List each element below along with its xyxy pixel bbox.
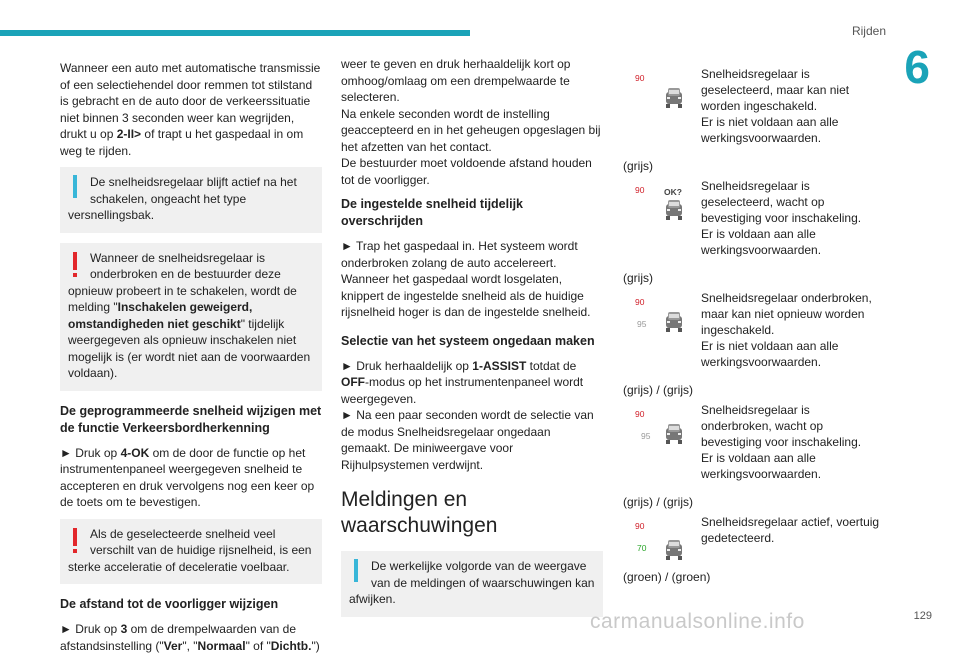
car-icon [663,422,685,446]
paragraph: De bestuurder moet voldoende afstand houden tot de voorligger. [341,156,592,187]
status-description-line: Snelheidsregelaar is geselecteerd, maar kan niet worden ingeschakeld. [701,67,850,113]
paragraph: weer te geven en druk herhaaldelijk kort op omhoog/omlaag om een drempelwaarde te selecteren. [341,57,571,104]
status-description-line: Snelheidsregelaar onderbroken, maar kan niet opnieuw worden ingeschakeld. [701,291,872,337]
watermark: carmanualsonline.info [590,610,805,633]
car-icon [663,310,685,334]
car-icon [663,198,685,222]
cruise-status-icon [635,182,691,242]
status-caption: (grijs) [623,159,653,173]
status-description-line: Er is niet voldaan aan alle werkingsvoorwaarden. [701,115,839,145]
paragraph-distance: ► Druk op 3 om de drempelwaarden van de afstandsinstelling ("Ver", "Normaal" of "Dichtb.") [60,622,320,653]
paragraph-deselect-2: ► Na een paar seconden wordt de selectie van de modus Snelheidsregelaar ongedaan gemaakt. De miniweergave voor Rijhulpsystemen verdwijnt. [341,408,594,472]
status-description-line: Snelheidsregelaar is onderbroken, wacht op bevestiging voor inschakeling. [701,403,862,449]
heading-distance: De afstand tot de voorligger wijzigen [60,597,279,611]
status-entry [623,402,883,509]
status-entry [623,290,883,397]
speed-top-number: 90 [635,297,645,307]
section-name: Rijden [851,24,886,38]
heading-messages: Meldingen en waarschuwingen [341,488,498,537]
warning-icon [68,250,82,280]
warning-box: Als de geselecteerde snelheid veel verschilt van de huidige rijsnelheid, is een sterke acceleratie of deceleratie voelbaar. [60,519,322,585]
speed-top-number: 90 [635,73,645,83]
status-description-line: Er is niet voldaan aan alle werkingsvoorwaarden. [701,339,839,369]
status-caption: (grijs) / (grijs) [623,495,693,509]
column-2 [341,56,603,627]
cruise-status-icon [635,406,691,466]
speed-bottom-number: 70 [637,543,647,553]
status-entry [623,178,883,285]
heading-deselect: Selectie van het systeem ongedaan maken [341,333,595,348]
speed-bottom-number: 95 [641,431,651,441]
speed-top-number: 90 [635,409,645,419]
info-icon [68,174,82,204]
paragraph-deselect: ► Druk herhaaldelijk op 1-ASSIST totdat de OFF-modus op het instrumentenpaneel wordt weergegeven. [341,358,584,406]
info-icon [349,558,363,588]
paragraph-overspeed: ► Trap het gaspedaal in. Het systeem wordt onderbroken zolang de auto accelereert. Wanneer het gaspedaal wordt losgelaten, knippert de ingestelde snelheid als de huidige rijsnelheid hoger is dan de ingestelde snelheid. [341,239,591,319]
status-description [701,514,883,546]
status-description [701,402,883,482]
speed-top-number: 90 [635,521,645,531]
status-description-line: Er is voldaan aan alle werkingsvoorwaarden. [701,451,822,481]
status-description [701,66,883,146]
status-description-line: Snelheidsregelaar is geselecteerd, wacht op bevestiging voor inschakeling. [701,179,862,225]
ok-label: OK? [664,187,682,197]
paragraph: Na enkele seconden wordt de instelling geaccepteerd en in het geheugen opgeslagen bij het afzetten van het contact. [341,106,601,154]
cruise-status-icon [635,294,691,354]
car-icon [663,538,685,562]
paragraph-change-speed: ► Druk op 4-OK om de door de functie op het instrumentenpaneel weergegeven snelheid te accepteren en druk vervolgens nog een keer op de toets om te bevestigen. [60,445,315,509]
warning-box: Wanneer de snelheidsregelaar is onderbroken en de bestuurder deze opnieuw probeert in te schakelen, wordt de melding "Inschakelen geweigerd, omstandigheden niet geschikt" tijdelijk weergegeven als opnieuw inschakelen niet mogelijk is (er wordt niet aan de voorwaarden voldaan). [60,243,322,391]
cruise-status-icon [635,70,691,130]
column-3 [623,66,883,589]
intro-paragraph: Wanneer een auto met automatische transmissie of een selectiehendel door remmen tot stilstand is gebracht en de auto door de verkeerssituatie niet binnen 3 seconden weer kan wegrijden, drukt u op 2-II> of trapt u het gaspedaal in om weg te rijden. [60,61,321,158]
status-description [701,290,883,370]
heading-change-speed: De geprogrammeerde snelheid wijzigen met de functie Verkeersbordherkenning [60,403,322,435]
header-accent-bar [0,30,470,36]
status-caption: (groen) / (groen) [623,570,711,584]
heading-overspeed: De ingestelde snelheid tijdelijk overschrijden [341,197,523,228]
status-description-line: Snelheidsregelaar actief, voertuig gedetecteerd. [701,515,880,545]
page-number: 129 [913,610,932,622]
chapter-number: 6 [904,41,930,93]
warning-icon [68,526,82,556]
info-box: De snelheidsregelaar blijft actief na het schakelen, ongeacht het type versnellingsbak. [60,167,322,233]
column-1 [60,60,322,662]
info-box: De werkelijke volgorde van de weergave van de meldingen of waarschuwingen kan afwijken. [341,551,603,617]
car-icon [663,86,685,110]
status-description [701,178,883,258]
status-description-line: Er is voldaan aan alle werkingsvoorwaarden. [701,227,822,257]
status-entry [623,514,883,584]
speed-top-number: 90 [635,185,645,195]
status-entry [623,66,883,173]
status-caption: (grijs) [623,271,653,285]
speed-bottom-number: 95 [637,319,647,329]
status-caption: (grijs) / (grijs) [623,383,693,397]
